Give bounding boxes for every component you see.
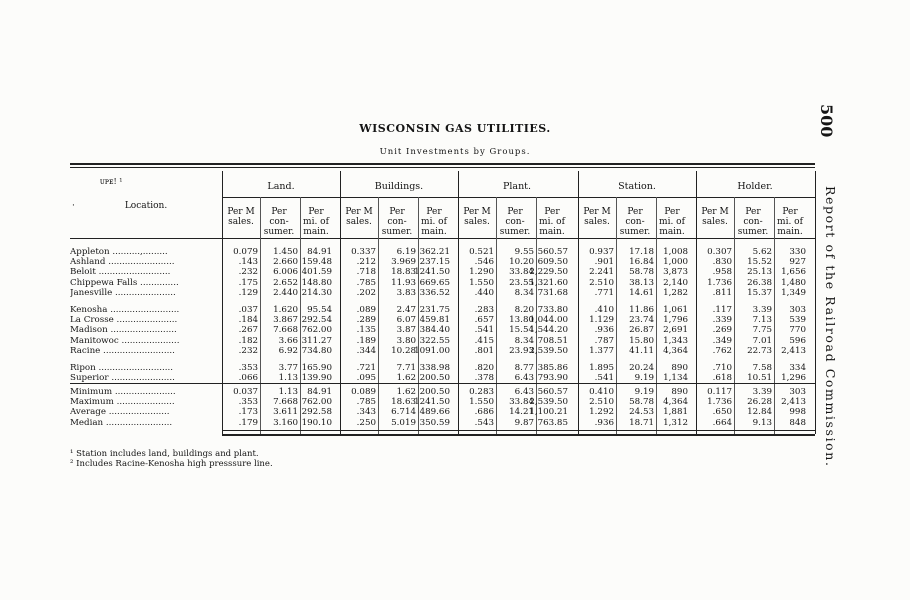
table-cell: 1,343: [663, 335, 688, 346]
table-cell: 1,061: [663, 305, 688, 315]
table-cell: 7.71: [396, 363, 416, 373]
table-cell: 18.63: [391, 397, 416, 408]
table-cell: 669.65: [419, 277, 450, 288]
table-cell: 11.86: [629, 305, 654, 315]
table-cell: 303: [789, 387, 806, 397]
table-cell: 1.550: [469, 397, 494, 408]
table-row: [0, 288, 820, 299]
table-cell: 336.52: [419, 287, 450, 298]
table-cell: .037: [238, 305, 258, 315]
bottom-rule: [222, 430, 815, 431]
table-cell: 41.11: [629, 345, 654, 356]
table-cell: 2.660: [273, 257, 298, 268]
table-cell: .541: [474, 325, 494, 336]
table-cell: 734.80: [301, 345, 332, 356]
table-cell: 190.10: [301, 417, 332, 428]
table-cell: .710: [712, 363, 732, 373]
column-header: Per con- sumer.: [499, 207, 531, 237]
table-cell: 9.55: [514, 247, 534, 257]
table-cell: 731.68: [537, 287, 568, 298]
bottom-rule: [222, 434, 815, 436]
table-cell: 292.58: [301, 407, 332, 418]
table-cell: .440: [474, 287, 494, 298]
table-cell: 11.93: [391, 277, 416, 288]
table-cell: 0.307: [707, 247, 732, 257]
table-cell: 58.78: [629, 397, 654, 408]
table-cell: 13.80: [509, 315, 534, 326]
table-cell: .184: [238, 315, 258, 326]
table-cell: 401.59: [301, 267, 332, 278]
table-cell: 560.57: [537, 247, 568, 257]
corner-mark: ᴜᴘᴇ! ¹: [100, 177, 123, 186]
table-cell: .179: [238, 417, 258, 428]
footnote-2: ² Includes Racine-Kenosha high presssure line.: [70, 459, 273, 469]
table-cell: 539: [789, 315, 806, 326]
table-cell: 15.52: [747, 257, 772, 268]
table-cell: .958: [712, 267, 732, 278]
table-cell: 1.62: [396, 387, 416, 397]
table-cell: 1,100.21: [529, 407, 568, 418]
row-label: Janesville ......................: [70, 287, 176, 298]
column-header: Per con- sumer.: [619, 207, 651, 237]
table-cell: 231.75: [419, 305, 450, 315]
table-cell: 1,044.00: [529, 315, 568, 326]
table-cell: .349: [712, 335, 732, 346]
table-cell: 762.00: [301, 397, 332, 408]
table-cell: 8.77: [514, 363, 534, 373]
table-cell: .202: [356, 287, 376, 298]
table-cell: .089: [356, 305, 376, 315]
top-rule: [70, 163, 815, 165]
table-cell: 2.510: [589, 397, 614, 408]
table-cell: 3.66: [278, 335, 298, 346]
table-cell: 596: [789, 335, 806, 346]
table-cell: 2,229.50: [529, 267, 568, 278]
table-cell: .173: [238, 407, 258, 418]
table-cell: 4,364: [663, 397, 688, 408]
group-header: Land.: [267, 181, 295, 192]
table-cell: 3.160: [273, 417, 298, 428]
table-cell: 2,140: [663, 277, 688, 288]
table-cell: 7.01: [752, 335, 772, 346]
table-cell: 384.40: [419, 325, 450, 336]
table-cell: 1.550: [469, 277, 494, 288]
table-cell: .289: [356, 315, 376, 326]
table-cell: .771: [594, 287, 614, 298]
row-label: Median ........................: [70, 417, 173, 428]
table-cell: 6.714: [391, 407, 416, 418]
table-cell: 560.57: [537, 387, 568, 397]
table-cell: 16.84: [629, 257, 654, 268]
table-cell: .541: [594, 373, 614, 384]
row-label: Ashland ........................: [70, 257, 175, 268]
table-cell: 9.19: [634, 387, 654, 397]
page-number: 500: [817, 104, 836, 138]
table-cell: .936: [594, 417, 614, 428]
table-cell: 5.019: [391, 417, 416, 428]
table-cell: 2,691: [663, 325, 688, 336]
table-cell: 33.84: [509, 267, 534, 278]
table-cell: 7.13: [752, 315, 772, 326]
table-cell: 8.20: [514, 305, 534, 315]
table-cell: 15.37: [747, 287, 772, 298]
row-label: Minimum ......................: [70, 387, 176, 397]
table-cell: .785: [356, 397, 376, 408]
table-cell: 311.27: [301, 335, 332, 346]
table-cell: 1241.50: [414, 397, 450, 408]
table-cell: .066: [238, 373, 258, 384]
table-cell: .232: [238, 345, 258, 356]
table-cell: 330: [789, 247, 806, 257]
table-cell: 7.58: [752, 363, 772, 373]
table-cell: 3.80: [396, 335, 416, 346]
table-cell: .721: [356, 363, 376, 373]
table-cell: 793.90: [537, 373, 568, 384]
column-header: Per con- sumer.: [381, 207, 413, 237]
group-header-rule: [222, 197, 815, 198]
table-cell: 770: [789, 325, 806, 336]
table-cell: 733.80: [537, 305, 568, 315]
table-cell: 1,134: [663, 373, 688, 384]
table-cell: 1,544.20: [529, 325, 568, 336]
location-column-header: Location.: [124, 201, 168, 211]
table-cell: 1.292: [589, 407, 614, 418]
table-cell: .143: [238, 257, 258, 268]
table-cell: .650: [712, 407, 732, 418]
table-cell: 26.28: [747, 397, 772, 408]
table-cell: 0.079: [233, 247, 258, 257]
table-cell: 15.80: [629, 335, 654, 346]
table-cell: 1.736: [707, 277, 732, 288]
table-cell: 1,296: [781, 373, 806, 384]
location-dot: ·: [72, 201, 75, 211]
column-header: Per M sales.: [345, 207, 373, 227]
table-cell: 3.39: [752, 387, 772, 397]
table-cell: .353: [238, 363, 258, 373]
table-cell: 708.51: [537, 335, 568, 346]
table-cell: 23.55: [509, 277, 534, 288]
table-cell: 200.50: [419, 387, 450, 397]
table-cell: 1.62: [396, 373, 416, 384]
table-cell: .830: [712, 257, 732, 268]
table-cell: .095: [356, 373, 376, 384]
table-cell: 459.81: [419, 315, 450, 326]
table-cell: 148.80: [301, 277, 332, 288]
column-header: Per mi. of main.: [777, 207, 803, 237]
table-cell: 927: [789, 257, 806, 268]
table-cell: 292.54: [301, 315, 332, 326]
table-cell: .718: [356, 267, 376, 278]
table-cell: 7.668: [273, 325, 298, 336]
table-cell: 237.15: [419, 257, 450, 268]
table-cell: 338.98: [419, 363, 450, 373]
column-header: Per M sales.: [701, 207, 729, 227]
table-cell: 15.54: [509, 325, 534, 336]
table-cell: 23.74: [629, 315, 654, 326]
table-cell: 1,321.60: [529, 277, 568, 288]
table-cell: 322.55: [419, 335, 450, 346]
table-cell: 0.117: [707, 387, 732, 397]
table-cell: .378: [474, 373, 494, 384]
table-cell: .410: [594, 305, 614, 315]
table-cell: 18.83: [391, 267, 416, 278]
table-cell: .182: [238, 335, 258, 346]
table-cell: 3.83: [396, 287, 416, 298]
table-cell: 26.87: [629, 325, 654, 336]
table-cell: 303: [789, 305, 806, 315]
row-label: Average ......................: [70, 407, 170, 418]
table-cell: 763.85: [537, 417, 568, 428]
table-cell: 20.24: [629, 363, 654, 373]
table-cell: 2,413: [781, 397, 806, 408]
table-cell: 1,349: [781, 287, 806, 298]
table-cell: 14.61: [629, 287, 654, 298]
table-cell: 1,480: [781, 277, 806, 288]
table-cell: .189: [356, 335, 376, 346]
table-cell: 17.18: [629, 247, 654, 257]
table-cell: 3.611: [273, 407, 298, 418]
table-cell: 214.30: [301, 287, 332, 298]
table-cell: 4,364: [663, 345, 688, 356]
table-cell: .353: [238, 397, 258, 408]
row-label: Chippewa Falls ..............: [70, 277, 179, 288]
table-cell: 1241.50: [414, 267, 450, 278]
table-cell: 33.84: [509, 397, 534, 408]
table-cell: 1,656: [781, 267, 806, 278]
table-cell: 23.93: [509, 345, 534, 356]
row-label: Racine ..........................: [70, 345, 175, 356]
table-cell: 1,796: [663, 315, 688, 326]
group-header: Station.: [618, 181, 656, 192]
row-label: Manitowoc .....................: [70, 335, 180, 346]
table-cell: 0.521: [469, 247, 494, 257]
column-header: Per con- sumer.: [737, 207, 769, 237]
table-row: [0, 346, 820, 357]
table-cell: 38.13: [629, 277, 654, 288]
table-cell: 3,873: [663, 267, 688, 278]
table-cell: 2,539.50: [529, 345, 568, 356]
group-header: Plant.: [502, 181, 532, 192]
table-cell: .762: [712, 345, 732, 356]
table-cell: 6.006: [273, 267, 298, 278]
table-cell: 139.90: [301, 373, 332, 384]
table-cell: 1,312: [663, 417, 688, 428]
table-cell: 762.00: [301, 325, 332, 336]
table-cell: .283: [474, 305, 494, 315]
table-cell: .269: [712, 325, 732, 336]
table-cell: 2.652: [273, 277, 298, 288]
table-cell: .820: [474, 363, 494, 373]
column-header: Per M sales.: [227, 207, 255, 227]
table-cell: 7.75: [752, 325, 772, 336]
row-label: Maximum .....................: [70, 397, 175, 408]
table-cell: 5.62: [752, 247, 772, 257]
table-cell: 6.43: [514, 373, 534, 384]
summary-rule: [70, 383, 815, 384]
row-label: Kenosha .........................: [70, 305, 180, 315]
table-cell: .657: [474, 315, 494, 326]
table-cell: 1.129: [589, 315, 614, 326]
table-cell: 12.84: [747, 407, 772, 418]
table-cell: 1.13: [278, 373, 298, 384]
table-subtitle: Unit Investments by Groups.: [379, 147, 531, 157]
table-cell: 3.87: [396, 325, 416, 336]
table-cell: 8.34: [514, 287, 534, 298]
table-cell: 24.53: [629, 407, 654, 418]
table-cell: 10.20: [509, 257, 534, 268]
table-cell: 0.937: [589, 247, 614, 257]
table-cell: .686: [474, 407, 494, 418]
table-cell: 0.337: [351, 247, 376, 257]
column-header: Per mi. of main.: [421, 207, 447, 237]
table-cell: 3.39: [752, 305, 772, 315]
table-cell: 362.21: [419, 247, 450, 257]
table-cell: 0.089: [351, 387, 376, 397]
table-cell: 890: [671, 363, 688, 373]
table-cell: 3.77: [278, 363, 298, 373]
table-cell: 7.668: [273, 397, 298, 408]
table-cell: .785: [356, 277, 376, 288]
table-cell: 9.13: [752, 417, 772, 428]
table-cell: 10.51: [747, 373, 772, 384]
group-header: Holder.: [737, 181, 773, 192]
table-cell: 9.87: [514, 417, 534, 428]
table-cell: 609.50: [537, 257, 568, 268]
table-cell: .135: [356, 325, 376, 336]
table-cell: 95.54: [307, 305, 332, 315]
group-header: Buildings.: [374, 181, 424, 192]
column-header: Per mi. of main.: [303, 207, 329, 237]
table-cell: 1.895: [589, 363, 614, 373]
table-cell: .801: [474, 345, 494, 356]
summary-row: [0, 418, 820, 429]
table-cell: .267: [238, 325, 258, 336]
column-header: Per con- sumer.: [263, 207, 295, 237]
table-cell: 1,008: [663, 247, 688, 257]
table-cell: 26.38: [747, 277, 772, 288]
table-cell: 489.66: [419, 407, 450, 418]
table-cell: .936: [594, 325, 614, 336]
table-cell: 1.377: [589, 345, 614, 356]
table-cell: .546: [474, 257, 494, 268]
table-cell: 10.28: [391, 345, 416, 356]
table-cell: 1,000: [663, 257, 688, 268]
header-bottom-rule: [70, 238, 815, 239]
top-rule-thin: [70, 167, 815, 168]
table-cell: 890: [671, 387, 688, 397]
table-cell: .787: [594, 335, 614, 346]
table-cell: .129: [238, 287, 258, 298]
column-header: Per mi. of main.: [659, 207, 685, 237]
table-cell: 159.48: [301, 257, 332, 268]
row-label: Beloit ..........................: [70, 267, 171, 278]
table-cell: 58.78: [629, 267, 654, 278]
table-cell: 2.47: [396, 305, 416, 315]
column-header: Per M sales.: [583, 207, 611, 227]
table-cell: 2,539.50: [529, 397, 568, 408]
table-cell: 2.440: [273, 287, 298, 298]
table-cell: 6.07: [396, 315, 416, 326]
table-cell: 1.13: [278, 387, 298, 397]
table-cell: 2,413: [781, 345, 806, 356]
row-label: Ripon ...........................: [70, 363, 174, 373]
table-cell: 6.92: [278, 345, 298, 356]
table-cell: .618: [712, 373, 732, 384]
table-cell: 1.620: [273, 305, 298, 315]
table-cell: .117: [712, 305, 732, 315]
table-cell: 350.59: [419, 417, 450, 428]
row-label: Superior .......................: [70, 373, 175, 384]
table-cell: 3.867: [273, 315, 298, 326]
table-cell: 0.283: [469, 387, 494, 397]
table-cell: 1.290: [469, 267, 494, 278]
table-cell: .344: [356, 345, 376, 356]
table-cell: .175: [238, 277, 258, 288]
column-header: Per M sales.: [463, 207, 491, 227]
table-cell: 0.037: [233, 387, 258, 397]
table-cell: .343: [356, 407, 376, 418]
table-cell: 385.86: [537, 363, 568, 373]
table-cell: .232: [238, 267, 258, 278]
table-cell: 6.43: [514, 387, 534, 397]
table-cell: 165.90: [301, 363, 332, 373]
table-cell: 1.450: [273, 247, 298, 257]
table-cell: 1091.00: [414, 345, 450, 356]
table-cell: 18.71: [629, 417, 654, 428]
table-cell: 2.510: [589, 277, 614, 288]
page-title: WISCONSIN GAS UTILITIES.: [359, 122, 551, 135]
table-cell: 2.241: [589, 267, 614, 278]
table-cell: .212: [356, 257, 376, 268]
table-cell: 8.34: [514, 335, 534, 346]
table-cell: .250: [356, 417, 376, 428]
table-cell: 1.736: [707, 397, 732, 408]
table-cell: .543: [474, 417, 494, 428]
table-cell: .415: [474, 335, 494, 346]
table-cell: 25.13: [747, 267, 772, 278]
table-cell: 22.73: [747, 345, 772, 356]
table-cell: 998: [789, 407, 806, 418]
table-cell: 848: [789, 417, 806, 428]
table-cell: 84.91: [307, 247, 332, 257]
table-cell: 0.410: [589, 387, 614, 397]
running-side-heading: Report of the Railroad Commission.: [823, 186, 838, 468]
table-cell: 3.969: [391, 257, 416, 268]
row-label: La Crosse ......................: [70, 315, 178, 326]
table-cell: 6.19: [396, 247, 416, 257]
table-cell: .811: [712, 287, 732, 298]
table-cell: 200.50: [419, 373, 450, 384]
column-header: Per mi. of main.: [539, 207, 565, 237]
footnote-1: ¹ Station includes land, buildings and plant.: [70, 449, 259, 459]
table-cell: 14.21: [509, 407, 534, 418]
table-cell: .664: [712, 417, 732, 428]
table-cell: 1,881: [663, 407, 688, 418]
table-cell: 1,282: [663, 287, 688, 298]
row-label: Madison ........................: [70, 325, 177, 336]
row-label: Appleton ..........,.........: [70, 247, 168, 257]
table-cell: 84.91: [307, 387, 332, 397]
table-cell: 334: [789, 363, 806, 373]
table-cell: .339: [712, 315, 732, 326]
table-cell: 9.19: [634, 373, 654, 384]
table-cell: .901: [594, 257, 614, 268]
